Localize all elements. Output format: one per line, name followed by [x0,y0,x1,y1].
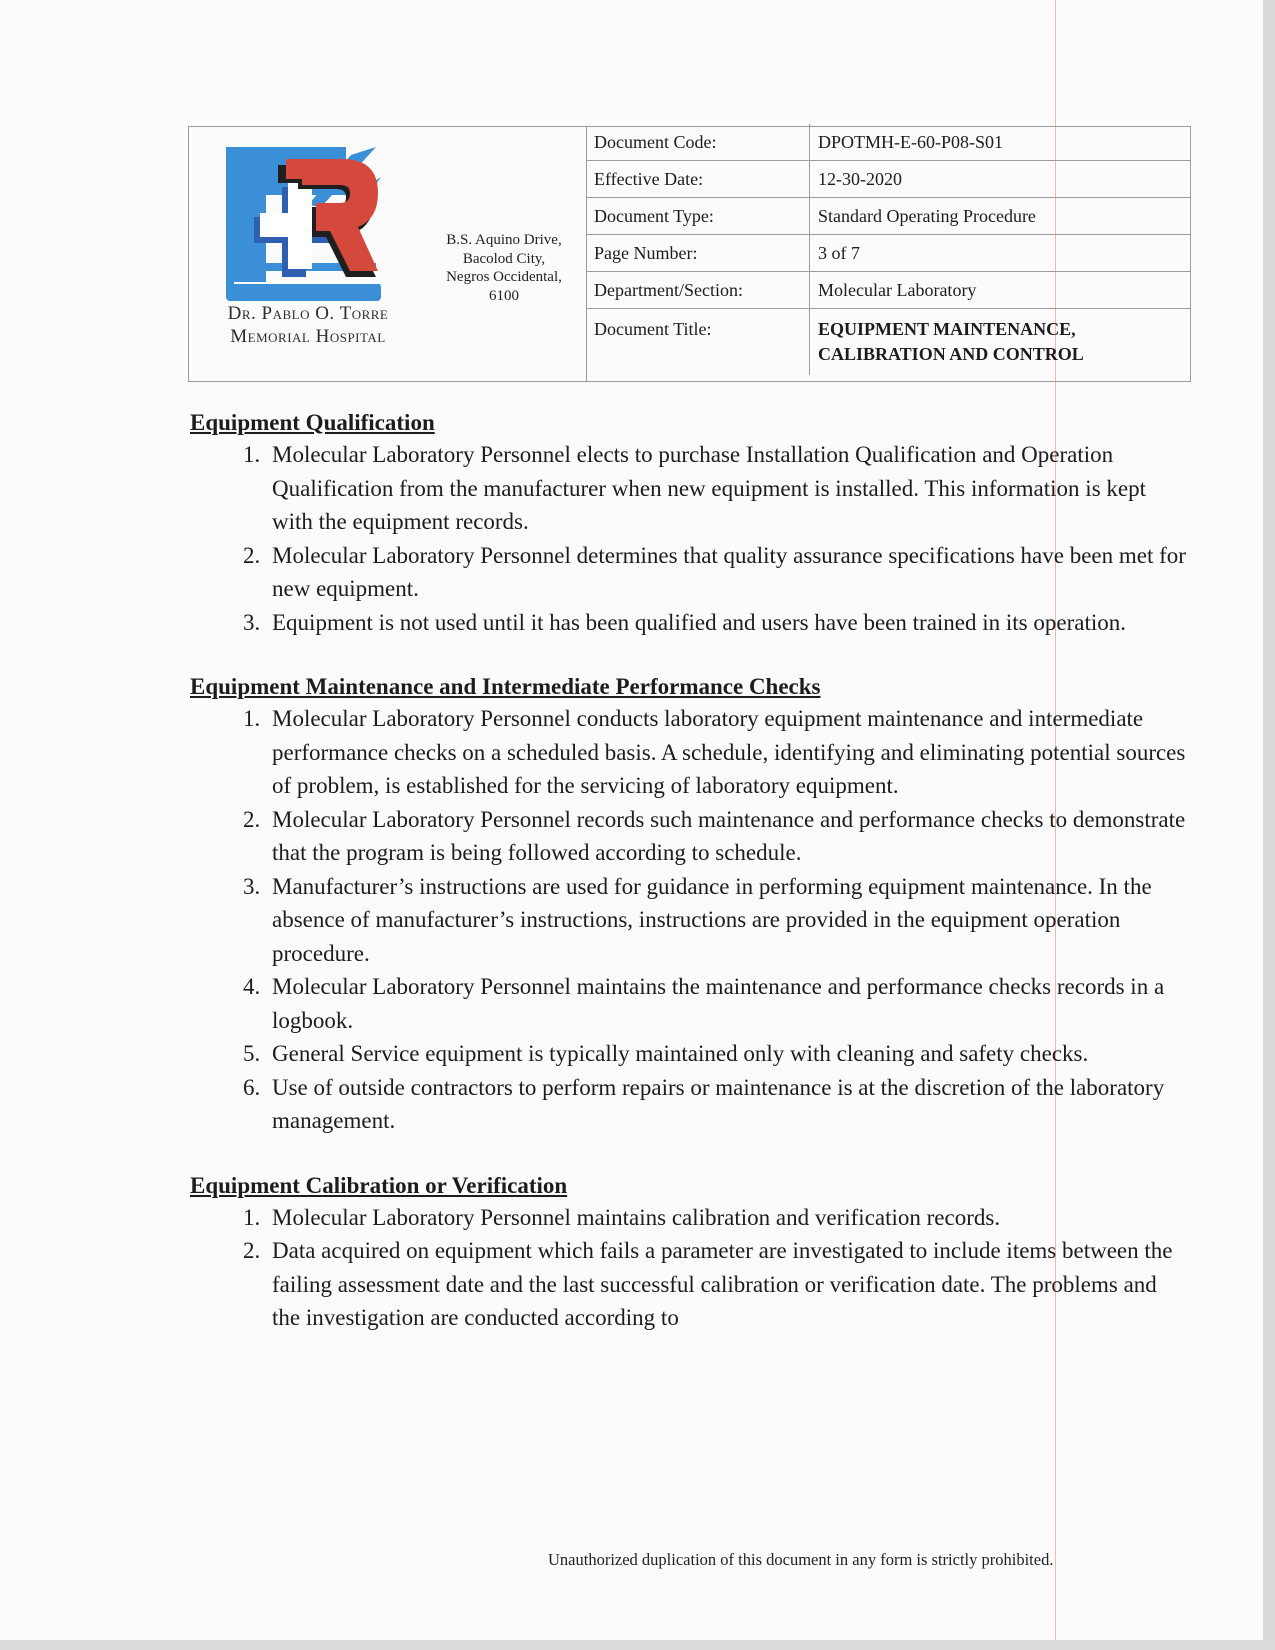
list-item: 5. General Service equipment is typically maintained only with cleaning and safety checks. [266,1037,1190,1071]
address-line: Negros Occidental, [446,269,562,285]
meta-value: Standard Operating Procedure [818,205,1036,226]
document-title-line2: CALIBRATION AND CONTROL [818,344,1084,364]
address-line: 6100 [489,287,519,304]
list-item: 3. Manufacturer’s instructions are used for guidance in performing equipment maintenance. In the absence of manufacturer’s instructions, instructions are provided in the equipment operation procedure. [266,870,1190,971]
document-meta-table [586,124,1190,375]
meta-label: Effective Date: [586,161,810,197]
list-item: 3. Equipment is not used until it has been qualified and users have been trained in its operation. [266,606,1190,640]
hospital-address [419,231,589,305]
meta-label: Department/Section: [586,272,810,308]
section-calibration-verification [190,1173,1190,1335]
hospital-logo-icon [226,147,386,305]
section-equipment-qualification [190,410,1190,639]
hospital-name [189,302,427,348]
numbered-list [190,438,1190,639]
list-item: 1. Molecular Laboratory Personnel maintains calibration and verification records. [266,1201,1190,1235]
section-maintenance-checks [190,674,1190,1138]
meta-row-page-number [586,235,1190,272]
meta-row-document-code [586,124,1190,161]
list-item: 2. Data acquired on equipment which fails a parameter are investigated to include items between the failing assessment date and the last successful calibration or verification date. The problems and the investigation are conducted according to [266,1234,1190,1335]
logo-cell [189,127,587,381]
numbered-list [190,702,1190,1138]
numbered-list [190,1201,1190,1335]
hospital-name-line1: Dr. Pablo O. Torre [227,303,389,324]
list-item: 2. Molecular Laboratory Personnel records such maintenance and performance checks to demonstrate that the program is being followed according to schedule. [266,803,1190,870]
footer-notice: Unauthorized duplication of this document in any form is strictly prohibited. [548,1550,1054,1569]
address-line: B.S. Aquino Drive, [446,232,562,248]
hospital-name-line2: Memorial Hospital [230,326,386,347]
document-title [810,309,1084,367]
meta-row-document-title [586,309,1190,375]
section-title: Equipment Qualification [190,410,435,435]
meta-value: 3 of 7 [818,242,860,263]
meta-row-effective-date [586,161,1190,198]
list-item: 1. Molecular Laboratory Personnel conducts laboratory equipment maintenance and intermediate performance checks on a scheduled basis. A schedule, identifying and eliminating potential sources of problem, is established for the servicing of laboratory equipment. [266,702,1190,803]
meta-label: Document Type: [586,198,810,234]
meta-label: Document Code: [586,124,810,160]
section-title: Equipment Calibration or Verification [190,1172,568,1198]
list-item: 4. Molecular Laboratory Personnel maintains the maintenance and performance checks records in a logbook. [266,970,1190,1037]
document-header [188,126,1191,382]
page-edge-bottom [0,1640,1275,1650]
list-item: 1. Molecular Laboratory Personnel elects to purchase Installation Qualification and Operation Qualification from the manufacturer when new equipment is installed. This information is kept with the equipment records. [266,438,1190,539]
address-line: Bacolod City, [462,250,546,267]
document-body [190,410,1190,1370]
meta-label: Page Number: [586,235,810,271]
page-edge [1263,0,1275,1650]
meta-row-document-type [586,198,1190,235]
list-item: 2. Molecular Laboratory Personnel determines that quality assurance specifications have been met for new equipment. [266,539,1190,606]
section-title: Equipment Maintenance and Intermediate Performance Checks [190,674,821,699]
meta-value: Molecular Laboratory [818,279,977,300]
document-title-line1: EQUIPMENT MAINTENANCE, [818,319,1076,339]
meta-label: Document Title: [586,309,810,375]
meta-value: 12-30-2020 [818,168,902,189]
list-item: 6. Use of outside contractors to perform repairs or maintenance is at the discretion of the laboratory management. [266,1071,1190,1138]
meta-row-department [586,272,1190,309]
meta-value: DPOTMH-E-60-P08-S01 [818,131,1004,152]
